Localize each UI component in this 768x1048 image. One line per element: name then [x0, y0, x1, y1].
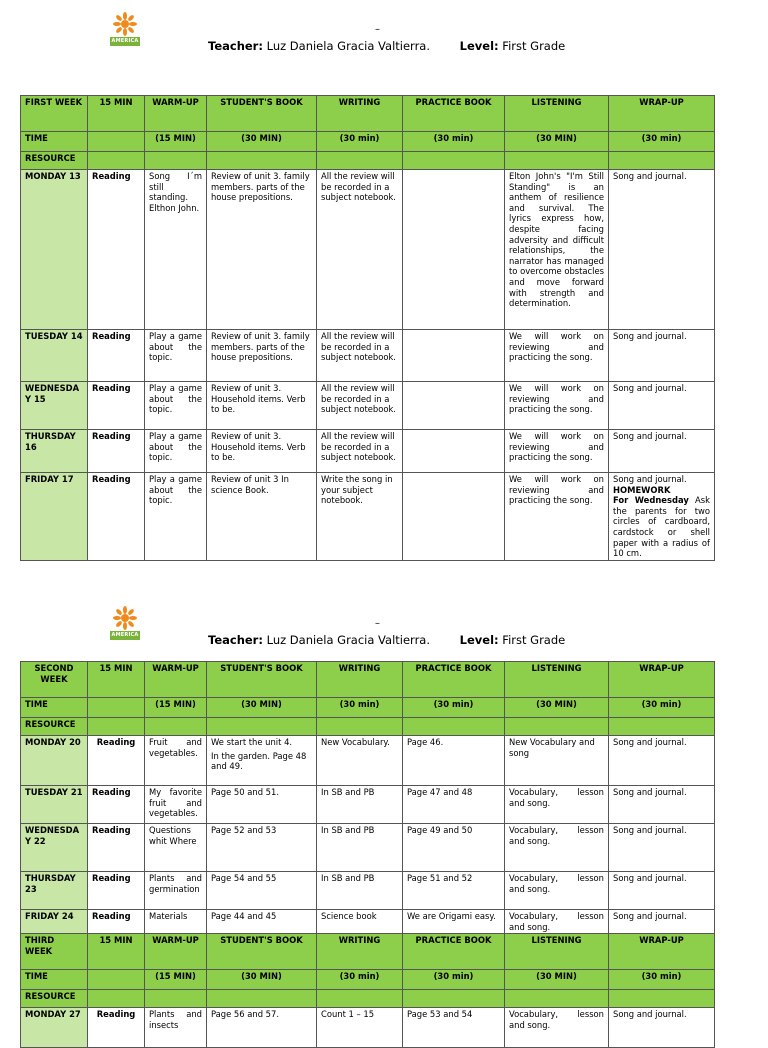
teacher-label: Teacher: [208, 39, 263, 53]
time-cell [88, 698, 145, 718]
table-row [21, 786, 715, 824]
week1-resource-row [21, 152, 715, 170]
wrapup-cell: Song and journal. [609, 330, 715, 382]
warmup-cell: Materials [145, 910, 207, 934]
warmup-cell: Plants and germination [145, 872, 207, 910]
resource-cell: Reading [88, 910, 145, 934]
col-listening: LISTENING [505, 96, 609, 132]
teacher-label: Teacher: [208, 633, 263, 647]
day-cell: FRIDAY 17 [21, 473, 88, 561]
resource-cell: Reading [88, 824, 145, 872]
time-cell: (30 min) [317, 970, 403, 990]
practice-book-cell: Page 46. [403, 736, 505, 786]
table-row [21, 382, 715, 430]
col-students-book: STUDENT'S BOOK [207, 934, 317, 970]
col-writing: WRITING [317, 662, 403, 698]
writing-cell: Write the song in your subject notebook. [317, 473, 403, 561]
table-row [21, 872, 715, 910]
practice-book-cell: Page 51 and 52 [403, 872, 505, 910]
header-dash: – [375, 618, 380, 629]
practice-book-cell [403, 382, 505, 430]
col-warmup: WARM-UP [145, 96, 207, 132]
wrapup-cell: Song and journal. [609, 1008, 715, 1048]
time-cell: (30 min) [403, 970, 505, 990]
warmup-cell: Plants and insects [145, 1008, 207, 1048]
col-wrapup: WRAP-UP [609, 934, 715, 970]
header-line-1 [208, 39, 565, 53]
day-cell: WEDNESDAY 15 [21, 382, 88, 430]
homework-title: HOMEWORK [613, 484, 671, 495]
practice-book-cell: Page 53 and 54 [403, 1008, 505, 1048]
time-cell: (30 min) [609, 970, 715, 990]
week1-header-row [21, 96, 715, 132]
table-row [21, 736, 715, 786]
practice-book-cell: Page 47 and 48 [403, 786, 505, 824]
students-book-cell: Page 50 and 51. [207, 786, 317, 824]
wrapup-text: Song and journal. [613, 474, 687, 484]
time-cell: (30 MIN) [207, 698, 317, 718]
students-book-cell: Page 54 and 55 [207, 872, 317, 910]
homework-day: For Wednesday [613, 495, 689, 506]
resource-cell: Reading [88, 430, 145, 473]
header-line-2 [208, 633, 565, 647]
students-book-cell: Review of unit 3. family members. parts of the house prepositions. [207, 330, 317, 382]
week1-table [20, 95, 715, 561]
students-book-cell: Page 52 and 53 [207, 824, 317, 872]
resource-cell: Reading [88, 872, 145, 910]
week2-header-row [21, 662, 715, 698]
col-15min: 15 MIN [88, 934, 145, 970]
resource-label: RESOURCE [21, 990, 88, 1008]
time-cell: (15 MIN) [145, 132, 207, 152]
writing-cell: All the review will be recorded in a subject notebook. [317, 170, 403, 330]
day-cell: MONDAY 20 [21, 736, 88, 786]
wrapup-cell: Song and journal. [609, 170, 715, 330]
col-students-book: STUDENT'S BOOK [207, 662, 317, 698]
day-cell: TUESDAY 21 [21, 786, 88, 824]
day-cell: FRIDAY 24 [21, 910, 88, 934]
warmup-cell: Questions whit Where [145, 824, 207, 872]
warmup-cell: Fruit and vegetables. [145, 736, 207, 786]
week2-time-row [21, 698, 715, 718]
writing-cell: In SB and PB [317, 872, 403, 910]
time-cell: (30 min) [317, 132, 403, 152]
time-cell [88, 132, 145, 152]
wrapup-cell: Song and journal. [609, 430, 715, 473]
students-book-cell: Page 56 and 57. [207, 1008, 317, 1048]
warmup-cell: Song I´m still standing. Elthon John. [145, 170, 207, 330]
writing-cell: All the review will be recorded in a subject notebook. [317, 330, 403, 382]
level-label: Level: [459, 633, 499, 647]
listening-cell: We will work on reviewing and practicing the song. [505, 473, 609, 561]
wrapup-cell: Song and journal. [609, 872, 715, 910]
time-cell: (30 MIN) [505, 970, 609, 990]
table-row [21, 430, 715, 473]
listening-cell: We will work on reviewing and practicing the song. [505, 330, 609, 382]
practice-book-cell: Page 49 and 50 [403, 824, 505, 872]
time-label: TIME [21, 132, 88, 152]
wrapup-cell [609, 473, 715, 561]
time-cell: (30 min) [609, 698, 715, 718]
resource-cell: Reading [88, 330, 145, 382]
practice-book-cell [403, 170, 505, 330]
students-book-cell [207, 736, 317, 786]
practice-book-cell [403, 473, 505, 561]
level-value: First Grade [502, 39, 566, 53]
practice-book-cell [403, 330, 505, 382]
teacher-name: Luz Daniela Gracia Valtierra. [266, 633, 431, 647]
level-value: First Grade [502, 633, 566, 647]
wrapup-cell: Song and journal. [609, 736, 715, 786]
warmup-cell: Play a game about the topic. [145, 473, 207, 561]
time-label: TIME [21, 970, 88, 990]
wrapup-cell: Song and journal. [609, 786, 715, 824]
resource-cell: Reading [88, 170, 145, 330]
wrapup-cell: Song and journal. [609, 824, 715, 872]
col-students-book: STUDENT'S BOOK [207, 96, 317, 132]
week2-title: SECOND WEEK [21, 662, 88, 698]
listening-cell: We will work on reviewing and practicing the song. [505, 382, 609, 430]
table-row [21, 170, 715, 330]
day-cell: THURSDAY 23 [21, 872, 88, 910]
writing-cell: All the review will be recorded in a subject notebook. [317, 382, 403, 430]
listening-cell: Vocabulary, lesson and song. [505, 872, 609, 910]
col-writing: WRITING [317, 96, 403, 132]
practice-book-cell: We are Origami easy. [403, 910, 505, 934]
resource-label: RESOURCE [21, 718, 88, 736]
resource-cell: Reading [88, 1008, 145, 1048]
col-writing: WRITING [317, 934, 403, 970]
week3-resource-row [21, 990, 715, 1008]
listening-cell: We will work on reviewing and practicing the song. [505, 430, 609, 473]
week3-title: THIRD WEEK [21, 934, 88, 970]
level-label: Level: [459, 39, 499, 53]
week1-title: FIRST WEEK [21, 96, 88, 132]
warmup-cell: Play a game about the topic. [145, 330, 207, 382]
writing-cell: In SB and PB [317, 824, 403, 872]
time-cell: (30 min) [403, 132, 505, 152]
header-dash: – [375, 24, 380, 35]
writing-cell: All the review will be recorded in a subject notebook. [317, 430, 403, 473]
students-book-cell: Review of unit 3 In science Book. [207, 473, 317, 561]
time-cell: (30 min) [403, 698, 505, 718]
time-cell: (30 MIN) [207, 970, 317, 990]
writing-cell: In SB and PB [317, 786, 403, 824]
time-cell: (15 MIN) [145, 970, 207, 990]
col-15min: 15 MIN [88, 662, 145, 698]
col-listening: LISTENING [505, 662, 609, 698]
col-wrapup: WRAP-UP [609, 662, 715, 698]
listening-cell: New Vocabulary and song [505, 736, 609, 786]
table-row [21, 473, 715, 561]
star-logo-icon [113, 606, 137, 630]
listening-cell: Vocabulary, lesson and song. [505, 786, 609, 824]
homework-text: Ask the parents for two circles of cardboard, cardstock or shell paper with a radius of 10 cm. [613, 495, 710, 559]
students-book-cell: Review of unit 3. Household items. Verb to be. [207, 382, 317, 430]
col-practice-book: PRACTICE BOOK [403, 662, 505, 698]
resource-cell: Reading [88, 473, 145, 561]
table-row [21, 1008, 715, 1048]
writing-cell: New Vocabulary. [317, 736, 403, 786]
star-logo-icon [113, 12, 137, 36]
resource-cell: Reading [88, 786, 145, 824]
col-15min: 15 MIN [88, 96, 145, 132]
time-cell: (30 MIN) [505, 132, 609, 152]
time-cell: (30 min) [609, 132, 715, 152]
practice-book-cell [403, 430, 505, 473]
table-row [21, 330, 715, 382]
listening-cell: Vocabulary, lesson and song. [505, 824, 609, 872]
resource-cell: Reading [88, 382, 145, 430]
logo-text: AMERICA [111, 38, 139, 44]
school-logo [110, 12, 140, 46]
wrapup-cell: Song and journal. [609, 382, 715, 430]
col-warmup: WARM-UP [145, 934, 207, 970]
col-listening: LISTENING [505, 934, 609, 970]
students-book-cell: Review of unit 3. Household items. Verb to be. [207, 430, 317, 473]
week1-time-row [21, 132, 715, 152]
listening-cell: Elton John's "I'm Still Standing" is an anthem of resilience and survival. The lyrics express how, despite facing adversity and difficult relationships, the narrator has managed to overcome obstacles and move forward with strength and determination. [505, 170, 609, 330]
time-cell [88, 970, 145, 990]
time-cell: (30 MIN) [207, 132, 317, 152]
warmup-cell: Play a game about the topic. [145, 430, 207, 473]
day-cell: THURSDAY 16 [21, 430, 88, 473]
students-book-line: In the garden. Page 48 and 49. [211, 750, 307, 772]
col-warmup: WARM-UP [145, 662, 207, 698]
resource-label: RESOURCE [21, 152, 88, 170]
col-practice-book: PRACTICE BOOK [403, 934, 505, 970]
resource-cell: Reading [88, 736, 145, 786]
time-cell: (30 MIN) [505, 698, 609, 718]
day-cell: MONDAY 13 [21, 170, 88, 330]
school-logo [110, 606, 140, 640]
students-book-cell: Review of unit 3. family members. parts of the house prepositions. [207, 170, 317, 330]
week3-time-row [21, 970, 715, 990]
logo-text: AMERICA [111, 632, 139, 638]
writing-cell: Science book [317, 910, 403, 934]
wrapup-cell: Song and journal. [609, 910, 715, 934]
table-row [21, 824, 715, 872]
day-cell: TUESDAY 14 [21, 330, 88, 382]
time-cell: (15 MIN) [145, 698, 207, 718]
students-book-line: We start the unit 4. [211, 737, 293, 747]
week2-table [20, 661, 715, 1048]
time-cell: (30 min) [317, 698, 403, 718]
col-practice-book: PRACTICE BOOK [403, 96, 505, 132]
listening-cell: Vocabulary, lesson and song. [505, 1008, 609, 1048]
warmup-cell: My favorite fruit and vegetables. [145, 786, 207, 824]
warmup-cell: Play a game about the topic. [145, 382, 207, 430]
day-cell: MONDAY 27 [21, 1008, 88, 1048]
teacher-name: Luz Daniela Gracia Valtierra. [266, 39, 431, 53]
week2-resource-row [21, 718, 715, 736]
students-book-cell: Page 44 and 45 [207, 910, 317, 934]
col-wrapup: WRAP-UP [609, 96, 715, 132]
table-row [21, 910, 715, 934]
week3-header-row [21, 934, 715, 970]
time-label: TIME [21, 698, 88, 718]
listening-cell: Vocabulary, lesson and song. [505, 910, 609, 934]
day-cell: WEDNESDAY 22 [21, 824, 88, 872]
writing-cell: Count 1 – 15 [317, 1008, 403, 1048]
